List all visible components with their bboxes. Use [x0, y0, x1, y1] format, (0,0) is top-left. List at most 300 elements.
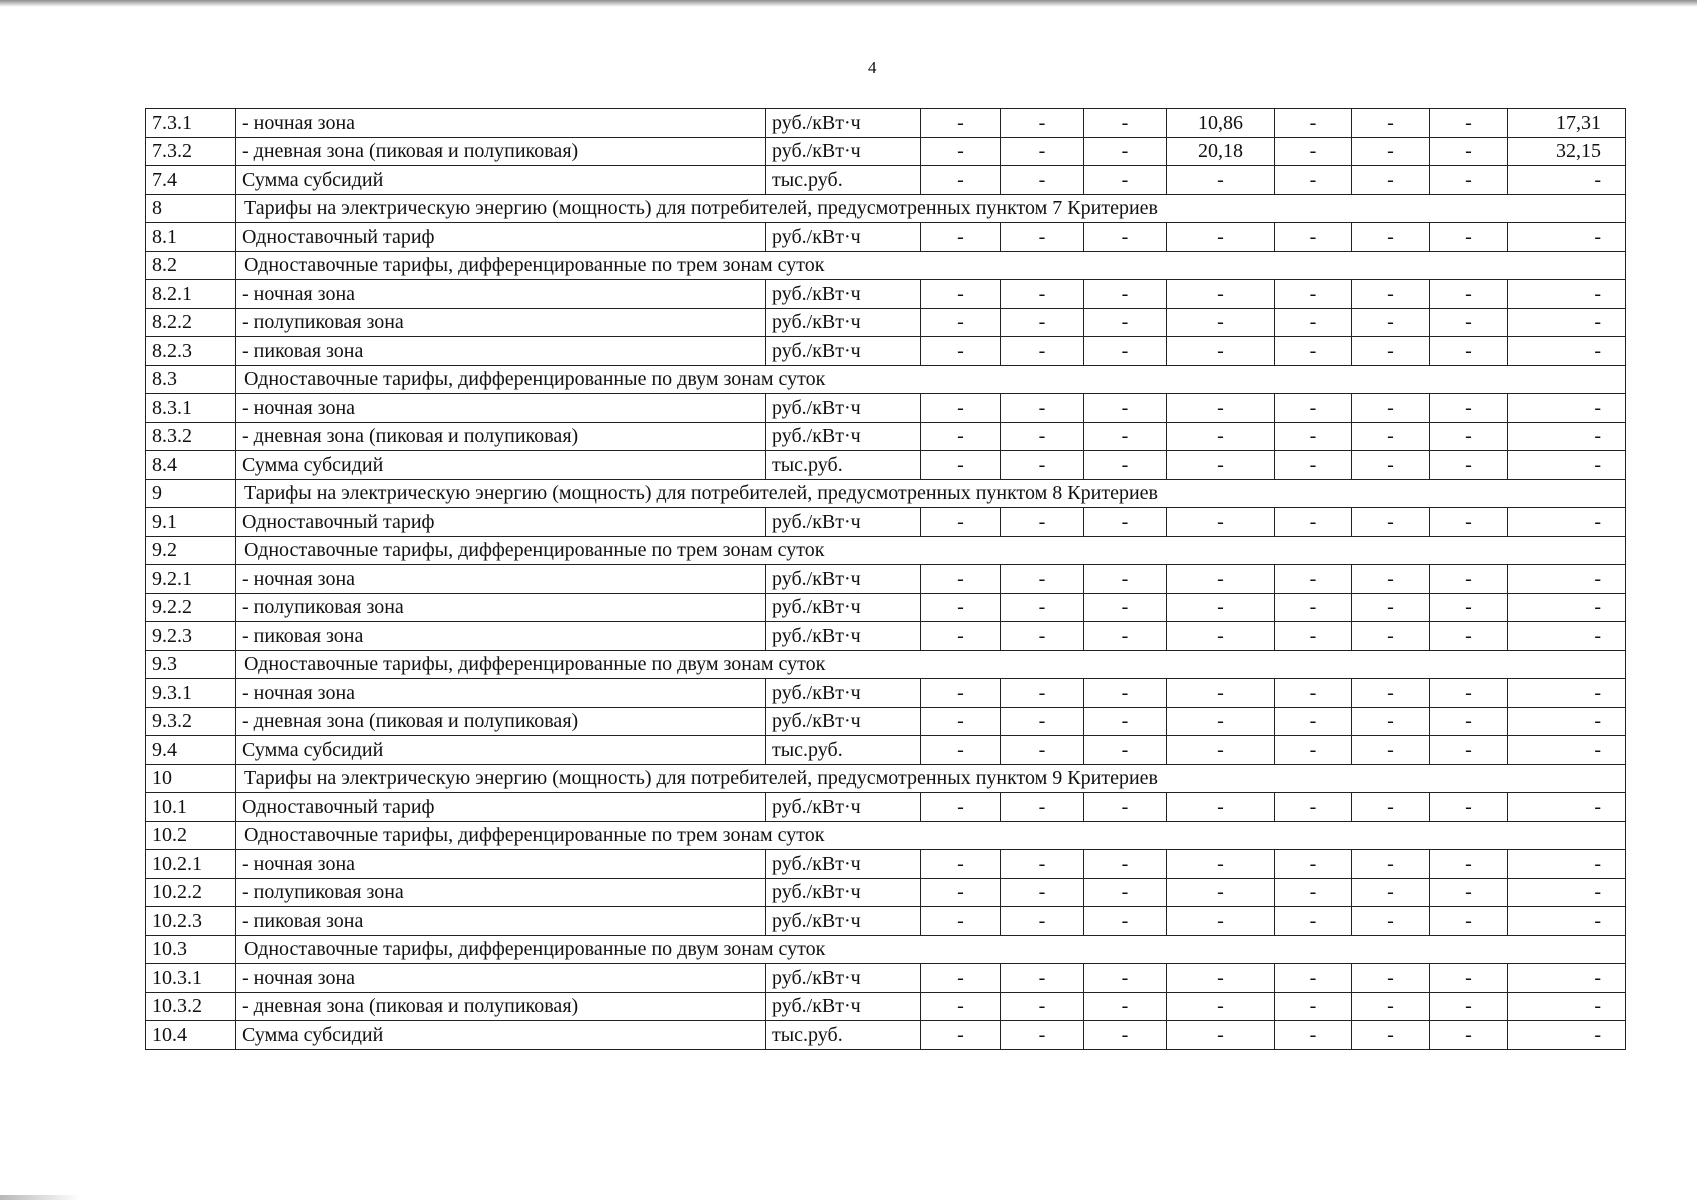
row-number: 7.4 — [146, 166, 236, 195]
row-unit: руб./кВт·ч — [766, 565, 921, 594]
row-name: Одноставочный тариф — [236, 223, 766, 252]
row-number: 7.3.2 — [146, 137, 236, 166]
value-cell: - — [1084, 1021, 1167, 1050]
value-cell: - — [1001, 736, 1084, 765]
row-name: - ночная зона — [236, 850, 766, 879]
value-cell: - — [921, 793, 1001, 822]
value-cell: - — [921, 137, 1001, 166]
row-name: Сумма субсидий — [236, 451, 766, 480]
value-cell: - — [1001, 907, 1084, 936]
value-cell: - — [1430, 707, 1508, 736]
value-cell: - — [1167, 337, 1275, 366]
value-cell: - — [1430, 736, 1508, 765]
row-unit: тыс.руб. — [766, 736, 921, 765]
value-cell: - — [1084, 337, 1167, 366]
row-number: 10.2.2 — [146, 878, 236, 907]
value-cell: - — [1084, 308, 1167, 337]
value-cell: - — [1352, 565, 1430, 594]
value-cell: - — [1275, 565, 1352, 594]
value-cell: - — [1167, 992, 1275, 1021]
row-number: 8 — [146, 194, 236, 223]
value-cell: - — [1352, 451, 1430, 480]
value-cell: - — [1084, 622, 1167, 651]
row-unit: руб./кВт·ч — [766, 992, 921, 1021]
value-cell: - — [1084, 394, 1167, 423]
value-cell: - — [1430, 137, 1508, 166]
value-cell: - — [921, 850, 1001, 879]
value-cell: - — [1352, 679, 1430, 708]
table-row — [146, 793, 1626, 822]
value-cell: - — [1352, 422, 1430, 451]
value-cell: - — [1275, 593, 1352, 622]
value-cell: - — [1167, 308, 1275, 337]
row-unit: руб./кВт·ч — [766, 422, 921, 451]
value-cell: - — [1167, 451, 1275, 480]
table-row — [146, 593, 1626, 622]
row-name: - пиковая зона — [236, 622, 766, 651]
row-unit: руб./кВт·ч — [766, 223, 921, 252]
value-cell: - — [1275, 223, 1352, 252]
value-cell: - — [1352, 280, 1430, 309]
row-name: - пиковая зона — [236, 907, 766, 936]
value-cell: - — [1352, 137, 1430, 166]
value-cell: - — [1430, 622, 1508, 651]
value-cell: - — [1001, 992, 1084, 1021]
row-number: 10.2.1 — [146, 850, 236, 879]
value-cell: - — [1084, 679, 1167, 708]
row-unit: руб./кВт·ч — [766, 308, 921, 337]
value-cell: - — [1167, 565, 1275, 594]
row-unit: тыс.руб. — [766, 166, 921, 195]
value-cell: - — [1084, 593, 1167, 622]
value-cell: - — [1275, 850, 1352, 879]
row-unit: руб./кВт·ч — [766, 850, 921, 879]
value-cell: - — [1508, 992, 1626, 1021]
section-title: Одноставочные тарифы, дифференцированные по двум зонам суток — [236, 365, 1626, 394]
value-cell: - — [1167, 1021, 1275, 1050]
value-cell: - — [1084, 223, 1167, 252]
value-cell: - — [921, 280, 1001, 309]
row-name: Сумма субсидий — [236, 736, 766, 765]
section-title: Одноставочные тарифы, дифференцированные по трем зонам суток — [236, 821, 1626, 850]
row-number: 10.1 — [146, 793, 236, 822]
value-cell: - — [1352, 992, 1430, 1021]
value-cell: - — [1084, 508, 1167, 537]
section-row — [146, 650, 1626, 679]
value-cell: - — [1352, 964, 1430, 993]
section-title: Одноставочные тарифы, дифференцированные по трем зонам суток — [236, 251, 1626, 280]
value-cell: - — [1430, 394, 1508, 423]
value-cell: - — [1167, 622, 1275, 651]
value-cell: - — [1508, 166, 1626, 195]
value-cell: - — [1352, 907, 1430, 936]
value-cell: - — [1508, 593, 1626, 622]
value-cell: - — [1167, 707, 1275, 736]
table-row — [146, 280, 1626, 309]
value-cell: - — [1275, 992, 1352, 1021]
row-name: Одноставочный тариф — [236, 793, 766, 822]
value-cell: - — [1508, 622, 1626, 651]
table-row — [146, 508, 1626, 537]
row-number: 8.4 — [146, 451, 236, 480]
value-cell: - — [1508, 223, 1626, 252]
value-cell: - — [1430, 109, 1508, 138]
table-row — [146, 679, 1626, 708]
value-cell: - — [921, 565, 1001, 594]
value-cell: - — [1275, 451, 1352, 480]
value-cell: - — [1275, 707, 1352, 736]
value-cell: - — [1275, 337, 1352, 366]
value-cell: - — [1001, 451, 1084, 480]
value-cell: - — [1275, 736, 1352, 765]
value-cell: - — [1352, 337, 1430, 366]
value-cell: - — [1275, 394, 1352, 423]
value-cell: 17,31 — [1508, 109, 1626, 138]
row-number: 9 — [146, 479, 236, 508]
value-cell: 20,18 — [1167, 137, 1275, 166]
row-number: 9.2.3 — [146, 622, 236, 651]
value-cell: - — [1352, 166, 1430, 195]
row-unit: руб./кВт·ч — [766, 137, 921, 166]
row-name: - пиковая зона — [236, 337, 766, 366]
row-unit: руб./кВт·ч — [766, 337, 921, 366]
section-row — [146, 251, 1626, 280]
value-cell: - — [1275, 137, 1352, 166]
value-cell: - — [1167, 593, 1275, 622]
table-row — [146, 137, 1626, 166]
value-cell: - — [1352, 223, 1430, 252]
value-cell: - — [921, 992, 1001, 1021]
row-number: 10.3.1 — [146, 964, 236, 993]
row-number: 8.2.2 — [146, 308, 236, 337]
value-cell: - — [1352, 736, 1430, 765]
value-cell: - — [921, 593, 1001, 622]
value-cell: - — [1167, 793, 1275, 822]
value-cell: - — [1430, 422, 1508, 451]
value-cell: - — [1430, 1021, 1508, 1050]
value-cell: - — [1167, 964, 1275, 993]
value-cell: - — [1001, 109, 1084, 138]
value-cell: - — [1430, 565, 1508, 594]
value-cell: - — [1001, 137, 1084, 166]
row-number: 9.2.2 — [146, 593, 236, 622]
value-cell: - — [1275, 622, 1352, 651]
row-number: 10.3.2 — [146, 992, 236, 1021]
value-cell: - — [1508, 1021, 1626, 1050]
row-number: 7.3.1 — [146, 109, 236, 138]
row-name: - полупиковая зона — [236, 878, 766, 907]
value-cell: - — [1167, 907, 1275, 936]
value-cell: - — [1430, 593, 1508, 622]
value-cell: - — [1001, 850, 1084, 879]
value-cell: - — [921, 622, 1001, 651]
row-unit: руб./кВт·ч — [766, 394, 921, 423]
row-name: - ночная зона — [236, 565, 766, 594]
value-cell: - — [1352, 593, 1430, 622]
value-cell: - — [1001, 964, 1084, 993]
value-cell: - — [1430, 308, 1508, 337]
value-cell: - — [1352, 707, 1430, 736]
value-cell: - — [921, 166, 1001, 195]
value-cell: 10,86 — [1167, 109, 1275, 138]
section-title: Одноставочные тарифы, дифференцированные по трем зонам суток — [236, 536, 1626, 565]
value-cell: - — [1352, 109, 1430, 138]
value-cell: - — [1167, 394, 1275, 423]
value-cell: - — [1352, 394, 1430, 423]
table-row — [146, 451, 1626, 480]
value-cell: - — [1508, 337, 1626, 366]
table-row — [146, 736, 1626, 765]
value-cell: - — [1275, 878, 1352, 907]
row-number: 10.2.3 — [146, 907, 236, 936]
value-cell: - — [1275, 1021, 1352, 1050]
value-cell: - — [1001, 622, 1084, 651]
value-cell: - — [1167, 736, 1275, 765]
row-number: 9.4 — [146, 736, 236, 765]
table-row — [146, 223, 1626, 252]
row-unit: руб./кВт·ч — [766, 508, 921, 537]
table-row — [146, 565, 1626, 594]
value-cell: - — [1430, 907, 1508, 936]
value-cell: - — [1084, 565, 1167, 594]
section-row — [146, 821, 1626, 850]
table-row — [146, 422, 1626, 451]
section-title: Тарифы на электрическую энергию (мощность) для потребителей, предусмотренных пунктом 7 Критериев — [236, 194, 1626, 223]
value-cell: - — [1001, 878, 1084, 907]
value-cell: - — [1352, 850, 1430, 879]
table-row — [146, 1021, 1626, 1050]
row-name: - дневная зона (пиковая и полупиковая) — [236, 992, 766, 1021]
section-row — [146, 194, 1626, 223]
row-unit: руб./кВт·ч — [766, 280, 921, 309]
value-cell: - — [921, 337, 1001, 366]
row-name: - полупиковая зона — [236, 308, 766, 337]
value-cell: - — [921, 707, 1001, 736]
table-row — [146, 337, 1626, 366]
row-name: - полупиковая зона — [236, 593, 766, 622]
value-cell: - — [1508, 280, 1626, 309]
value-cell: - — [1430, 850, 1508, 879]
table-row — [146, 964, 1626, 993]
value-cell: - — [1430, 964, 1508, 993]
table-row — [146, 850, 1626, 879]
scan-top-edge — [0, 0, 1697, 7]
table-row — [146, 166, 1626, 195]
value-cell: - — [921, 907, 1001, 936]
row-name: - ночная зона — [236, 109, 766, 138]
value-cell: - — [1001, 707, 1084, 736]
value-cell: - — [1084, 992, 1167, 1021]
row-number: 10.2 — [146, 821, 236, 850]
row-number: 9.2.1 — [146, 565, 236, 594]
value-cell: - — [1430, 679, 1508, 708]
row-unit: руб./кВт·ч — [766, 109, 921, 138]
row-unit: руб./кВт·ч — [766, 622, 921, 651]
value-cell: - — [1001, 280, 1084, 309]
value-cell: - — [921, 508, 1001, 537]
row-unit: руб./кВт·ч — [766, 878, 921, 907]
value-cell: - — [1430, 337, 1508, 366]
row-name: Сумма субсидий — [236, 166, 766, 195]
value-cell: - — [1430, 992, 1508, 1021]
value-cell: - — [1430, 878, 1508, 907]
value-cell: - — [1084, 907, 1167, 936]
value-cell: - — [1352, 878, 1430, 907]
value-cell: - — [1167, 223, 1275, 252]
section-title: Одноставочные тарифы, дифференцированные по двум зонам суток — [236, 650, 1626, 679]
row-unit: руб./кВт·ч — [766, 593, 921, 622]
value-cell: - — [1167, 166, 1275, 195]
table-row — [146, 992, 1626, 1021]
section-title: Одноставочные тарифы, дифференцированные по двум зонам суток — [236, 935, 1626, 964]
value-cell: - — [1508, 907, 1626, 936]
row-number: 10 — [146, 764, 236, 793]
value-cell: - — [1084, 850, 1167, 879]
scan-corner-mark — [0, 1195, 80, 1200]
value-cell: - — [1508, 679, 1626, 708]
row-name: - дневная зона (пиковая и полупиковая) — [236, 422, 766, 451]
value-cell: - — [1001, 422, 1084, 451]
value-cell: - — [1275, 109, 1352, 138]
value-cell: - — [1508, 394, 1626, 423]
value-cell: - — [921, 451, 1001, 480]
value-cell: - — [1275, 964, 1352, 993]
row-number: 10.4 — [146, 1021, 236, 1050]
value-cell: - — [1001, 593, 1084, 622]
value-cell: - — [1084, 166, 1167, 195]
value-cell: - — [1084, 707, 1167, 736]
value-cell: - — [1508, 964, 1626, 993]
row-number: 8.2.3 — [146, 337, 236, 366]
value-cell: - — [1275, 679, 1352, 708]
value-cell: - — [1084, 451, 1167, 480]
row-number: 9.1 — [146, 508, 236, 537]
row-number: 8.3.2 — [146, 422, 236, 451]
value-cell: - — [1508, 422, 1626, 451]
row-name: - ночная зона — [236, 964, 766, 993]
value-cell: - — [1352, 308, 1430, 337]
value-cell: - — [1001, 565, 1084, 594]
value-cell: - — [1084, 280, 1167, 309]
value-cell: - — [921, 964, 1001, 993]
value-cell: - — [1275, 793, 1352, 822]
value-cell: - — [1508, 508, 1626, 537]
table-row — [146, 622, 1626, 651]
row-number: 8.3 — [146, 365, 236, 394]
value-cell: - — [1001, 793, 1084, 822]
tariff-table — [145, 108, 1626, 1050]
section-row — [146, 536, 1626, 565]
row-unit: руб./кВт·ч — [766, 964, 921, 993]
value-cell: - — [1167, 422, 1275, 451]
value-cell: - — [1508, 850, 1626, 879]
row-name: - ночная зона — [236, 280, 766, 309]
value-cell: - — [1430, 280, 1508, 309]
value-cell: - — [921, 679, 1001, 708]
row-name: - дневная зона (пиковая и полупиковая) — [236, 137, 766, 166]
value-cell: - — [1430, 793, 1508, 822]
value-cell: - — [1167, 679, 1275, 708]
value-cell: - — [1084, 109, 1167, 138]
value-cell: - — [1352, 793, 1430, 822]
table-row — [146, 707, 1626, 736]
value-cell: - — [1001, 308, 1084, 337]
table-row — [146, 308, 1626, 337]
row-number: 8.3.1 — [146, 394, 236, 423]
value-cell: - — [921, 308, 1001, 337]
row-number: 9.3 — [146, 650, 236, 679]
value-cell: - — [921, 223, 1001, 252]
row-name: - дневная зона (пиковая и полупиковая) — [236, 707, 766, 736]
value-cell: - — [1508, 736, 1626, 765]
value-cell: - — [1430, 508, 1508, 537]
value-cell: - — [1167, 508, 1275, 537]
page-number: 4 — [868, 58, 877, 77]
value-cell: - — [1508, 878, 1626, 907]
section-row — [146, 935, 1626, 964]
value-cell: - — [1352, 1021, 1430, 1050]
row-unit: руб./кВт·ч — [766, 907, 921, 936]
value-cell: - — [1084, 736, 1167, 765]
value-cell: - — [921, 1021, 1001, 1050]
row-unit: тыс.руб. — [766, 451, 921, 480]
value-cell: - — [1275, 907, 1352, 936]
value-cell: - — [1084, 964, 1167, 993]
row-name: - ночная зона — [236, 394, 766, 423]
table-body — [146, 109, 1626, 1050]
row-name: Одноставочный тариф — [236, 508, 766, 537]
table-row — [146, 394, 1626, 423]
value-cell: - — [1275, 308, 1352, 337]
row-unit: руб./кВт·ч — [766, 679, 921, 708]
row-unit: руб./кВт·ч — [766, 707, 921, 736]
value-cell: - — [1167, 878, 1275, 907]
value-cell: - — [1001, 223, 1084, 252]
value-cell: - — [1508, 707, 1626, 736]
value-cell: - — [1167, 280, 1275, 309]
value-cell: - — [921, 109, 1001, 138]
value-cell: - — [1084, 793, 1167, 822]
row-number: 9.3.2 — [146, 707, 236, 736]
value-cell: - — [1001, 394, 1084, 423]
value-cell: - — [921, 878, 1001, 907]
value-cell: - — [1275, 422, 1352, 451]
row-name: Сумма субсидий — [236, 1021, 766, 1050]
value-cell: - — [1508, 308, 1626, 337]
value-cell: - — [1167, 850, 1275, 879]
row-number: 9.2 — [146, 536, 236, 565]
value-cell: - — [1275, 166, 1352, 195]
value-cell: - — [1084, 878, 1167, 907]
value-cell: - — [1508, 565, 1626, 594]
value-cell: - — [1352, 622, 1430, 651]
value-cell: - — [1001, 1021, 1084, 1050]
section-title: Тарифы на электрическую энергию (мощность) для потребителей, предусмотренных пунктом 8 Критериев — [236, 479, 1626, 508]
value-cell: - — [1352, 508, 1430, 537]
row-number: 8.1 — [146, 223, 236, 252]
section-row — [146, 764, 1626, 793]
value-cell: - — [1084, 137, 1167, 166]
section-row — [146, 365, 1626, 394]
value-cell: - — [921, 394, 1001, 423]
table-row — [146, 878, 1626, 907]
row-number: 9.3.1 — [146, 679, 236, 708]
value-cell: - — [1001, 508, 1084, 537]
value-cell: - — [1430, 223, 1508, 252]
value-cell: - — [921, 736, 1001, 765]
value-cell: - — [921, 422, 1001, 451]
row-unit: руб./кВт·ч — [766, 793, 921, 822]
